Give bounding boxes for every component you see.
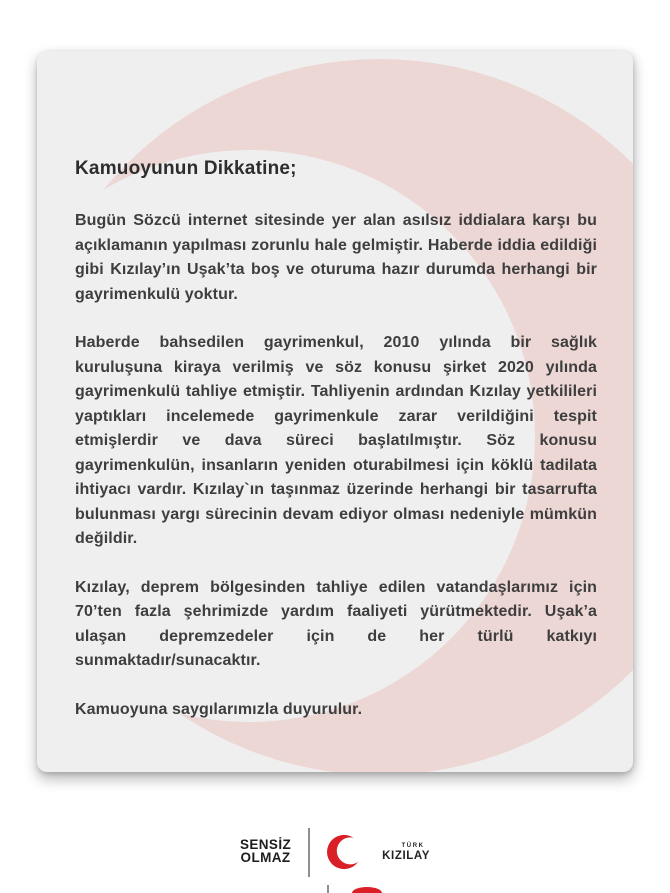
- next-row-divider-fragment: [327, 885, 329, 893]
- turk-kizilay-wordmark: [382, 843, 430, 862]
- statement-heading: Kamuoyunun Dikkatine;: [75, 158, 297, 179]
- brand-name-label: KIZILAY: [382, 849, 431, 862]
- statement-paragraph: Bugün Sözcü internet sitesinde yer alan asılsız iddialara karşı bu açıklamanın yapılması zorunlu hale gelmiştir. Haberde iddia edildiği gibi Kızılay’ın Uşak’ta boş ve oturuma hazır durumda herhangi bir gayrimenkulü yoktur.: [75, 212, 597, 303]
- campaign-line1: SENSİZ: [239, 837, 292, 853]
- red-crescent-icon: [327, 833, 365, 871]
- brand-top-label: TÜRK: [401, 842, 425, 849]
- statement-card: [37, 51, 633, 772]
- next-row-crescent-fragment: [352, 887, 382, 893]
- sensiz-olmaz-logo: [240, 839, 291, 865]
- footer-divider: [308, 828, 310, 877]
- statement-content: [75, 155, 597, 722]
- statement-paragraph: Kamuoyuna saygılarımızla duyurulur.: [75, 700, 363, 718]
- campaign-line2: OLMAZ: [240, 850, 291, 865]
- statement-paragraph: Kızılay, deprem bölgesinden tahliye edilen vatandaşlarımız için 70’ten fazla şehrimizde yardım faaliyeti yürütmektedir. Uşak’a ulaşan depremzedeler için de her türlü katkıyı sunmaktadır/sunacaktır.: [75, 578, 597, 669]
- footer-logo-row: [0, 826, 670, 878]
- statement-paragraph: Haberde bahsedilen gayrimenkul, 2010 yılında bir sağlık kuruluşuna kiraya verilmiş ve söz konusu şirket 2020 yılında gayrimenkulü tahliye etmiştir. Tahliyenin ardından Kızılay yetkilileri yaptıkları incelemede gayrimenkule zarar verildiğini tespit etmişlerdir ve dava süreci başlatılmıştır. Söz konusu gayrimenkulün, insanların yeniden oturabilmesi için köklü tadilata ihtiyacı vardır. Kızılay`ın taşınmaz üzerinde herhangi bir tasarrufta bulunması yargı sürecinin devam ediyor olması nedeniyle mümkün değildir.: [75, 334, 597, 547]
